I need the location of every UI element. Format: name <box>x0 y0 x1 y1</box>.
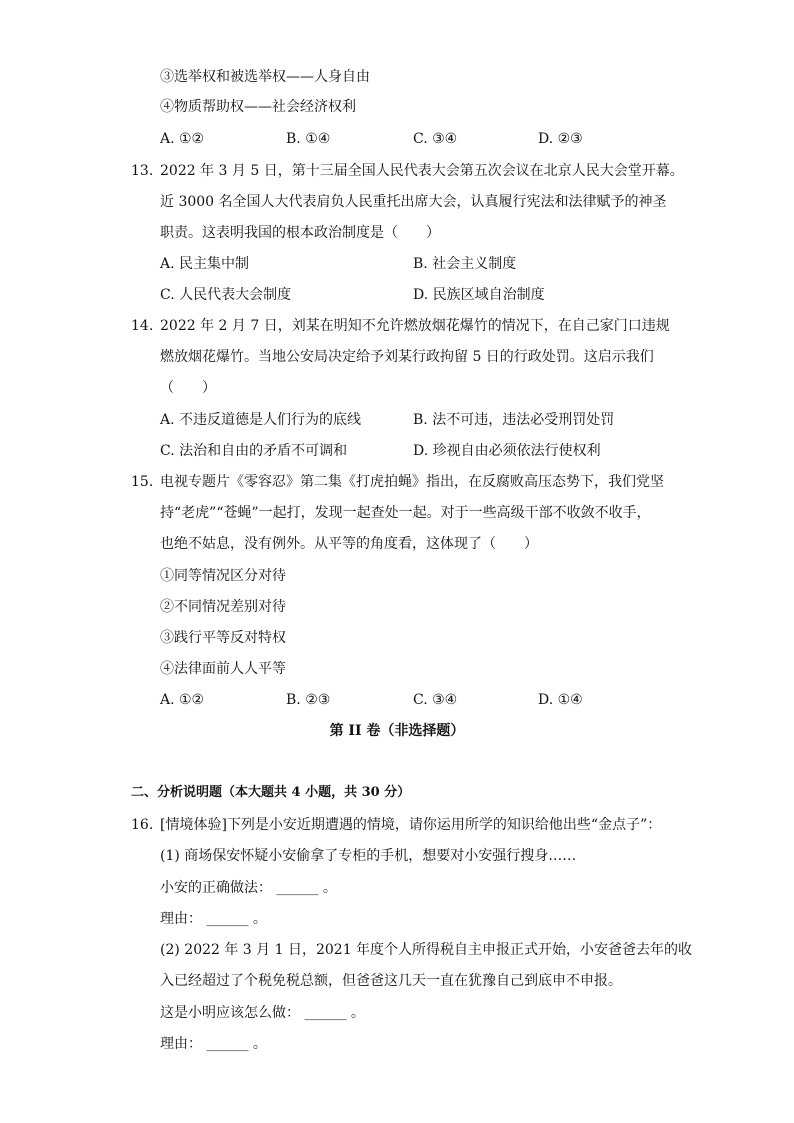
item-line: ③选举权和被选举权——人身自由 <box>160 69 370 85</box>
option-b: B. 社会主义制度 <box>413 256 517 272</box>
option-c: C. 法治和自由的矛盾不可调和 <box>160 443 348 459</box>
item-line: ①同等情况区分对待 <box>160 568 286 584</box>
question-number: 14. <box>131 318 154 334</box>
question-number: 16. <box>131 817 154 833</box>
question-text: 燃放烟花爆竹。当地公安局决定给予刘某行政拘留 5 日的行政处罚。这启示我们 <box>160 349 654 365</box>
option-b: B. 法不可违，违法必受刑罚处罚 <box>413 412 615 428</box>
option-d: D. 珍视自由必须依法行使权利 <box>413 443 601 459</box>
item-line: ④法律面前人人平等 <box>160 661 286 677</box>
part-title: 第 II 卷（非选择题） <box>329 723 465 739</box>
section-title: 二、分析说明题（本大题共 4 小题，共 30 分） <box>131 785 411 800</box>
question-text: 持“老虎”“苍蝇”一起打，发现一起查处一起。对于一些高级干部不收敛不收手， <box>160 505 651 521</box>
item-line: ④物质帮助权——社会经济权利 <box>160 99 356 115</box>
option-a: A. 民主集中制 <box>160 256 250 272</box>
question-text: 电视专题片《零容忍》第二集《打虎拍蝇》指出，在反腐败高压态势下，我们党坚 <box>160 474 664 490</box>
item-line: ③践行平等反对特权 <box>160 630 286 646</box>
option-a: A. ①② <box>160 131 205 147</box>
question-text: 近 3000 名全国人大代表肩负人民重托出席大会，认真履行宪法和法律赋予的神圣 <box>160 194 667 210</box>
answer-line: 理由： ______ 。 <box>160 911 267 927</box>
option-a: A. 不违反道德是人们行为的底线 <box>160 412 362 428</box>
answer-line: 理由： ______ 。 <box>160 1036 267 1052</box>
item-line: ②不同情况差别对待 <box>160 599 286 615</box>
option-c: C. ③④ <box>413 692 458 708</box>
option-a: A. ①② <box>160 692 205 708</box>
option-b: B. ②③ <box>286 692 331 708</box>
option-d: D. ①④ <box>538 692 583 708</box>
question-text: 职责。这表明我国的根本政治制度是（ ） <box>160 225 440 241</box>
answer-line: 小安的正确做法： ______ 。 <box>160 880 337 896</box>
answer-line: 这是小明应该怎么做： ______ 。 <box>160 1005 365 1021</box>
question-text: 2022 年 2 月 7 日，刘某在明知不允许燃放烟花爆竹的情况下，在自己家门口违规 <box>160 318 670 334</box>
sub-question: (2) 2022 年 3 月 1 日，2021 年度个人所得税自主申报正式开始，小安爸爸去年的收 <box>160 942 693 958</box>
question-number: 15. <box>131 474 154 490</box>
question-text: （ ） <box>160 380 216 396</box>
question-number: 13. <box>131 163 154 179</box>
option-c: C. 人民代表大会制度 <box>160 287 292 303</box>
question-text: 也绝不姑息，没有例外。从平等的角度看，这体现了（ ） <box>160 536 538 552</box>
option-c: C. ③④ <box>413 131 458 147</box>
option-d: D. 民族区域自治制度 <box>413 287 545 303</box>
question-text: 2022 年 3 月 5 日，第十三届全国人民代表大会第五次会议在北京人民大会堂开幕。 <box>160 163 684 179</box>
sub-question: (1) 商场保安怀疑小安偷拿了专柜的手机，想要对小安强行搜身…… <box>160 848 577 864</box>
option-d: D. ②③ <box>538 131 583 147</box>
option-b: B. ①④ <box>286 131 331 147</box>
question-text: [情境体验]下列是小安近期遭遇的情境，请你运用所学的知识给他出些“金点子”： <box>160 817 662 833</box>
sub-question: 入已经超过了个税免税总额，但爸爸这几天一直在犹豫自己到底申不申报。 <box>160 973 622 989</box>
